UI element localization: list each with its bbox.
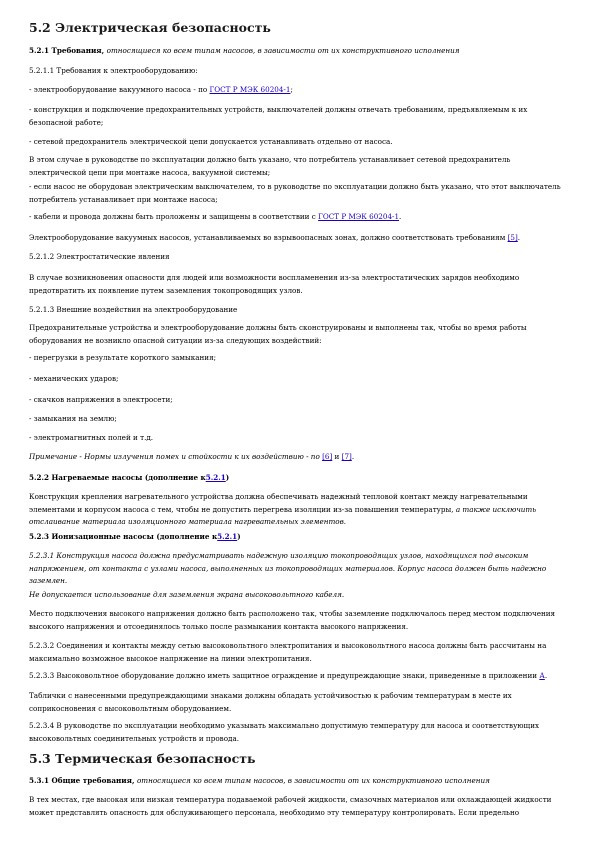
section-5-2-3-heading — [29, 532, 569, 541]
list-item: - скачков напряжения в электросети; — [29, 395, 173, 404]
paragraph — [29, 491, 569, 529]
note-text: - Нормы излучения помех и стойкости к их воздействию - по — [79, 452, 320, 461]
punct: ; — [290, 85, 293, 94]
section-subtitle: относящиеся ко всем типам насосов, в зависимости от их конструктивного исполнения — [136, 776, 490, 785]
paragraph: Таблички с нанесенными предупреждающими знаками должны обладать устойчивостью к рабочим температурам в месте их соприкосновения с высоковольтным оборудованием. — [29, 691, 512, 713]
section-5-2-heading: 5.2 Электрическая безопасность — [29, 20, 271, 35]
note-label: Примечание — [29, 452, 78, 461]
list-item: - если насос не оборудован электрическим выключателем, то в руководстве по эксплуатации должно быть указано, что этот выключатель потребитель устанавливает при монтаже насоса; — [29, 182, 561, 204]
section-5-3-1-heading — [29, 776, 569, 785]
list-item: - электромагнитных полей и т.д. — [29, 433, 154, 442]
reference-7-link[interactable]: [7] — [341, 452, 352, 461]
list-item: - механических ударов; — [29, 374, 119, 383]
punct: . — [544, 671, 548, 680]
paragraph-text: Конструкция крепления нагревательного устройства должна обеспечивать надежный тепловой контакт между нагревательными элементами и корпусом насоса с тем, чтобы не допустить перегрева изоляции из-за повышения температуры, — [29, 492, 528, 514]
gost-60204-link[interactable]: ГОСТ Р МЭК 60204-1 — [209, 85, 291, 94]
list-item — [29, 211, 569, 224]
paragraph — [29, 232, 569, 245]
list-item: - замыкания на землю; — [29, 414, 117, 423]
section-5-2-2-heading — [29, 473, 569, 482]
paragraph: Место подключения высокого напряжения должно быть расположено так, чтобы заземление подключалось перед местом подключения высокого напряжения и отсоединялось только после размыкания контакта высокого напряжения. — [29, 609, 556, 631]
list-item: - перегрузки в результате короткого замыкания; — [29, 353, 217, 362]
paragraph-text: Электрооборудование вакуумных насосов, устанавливаемых во взрывоопасных зонах, должно соответствовать требованиям — [29, 233, 506, 242]
section-number: 5.2.1 Требования, — [29, 46, 105, 55]
section-number: 5.3.1 Общие требования, — [29, 776, 135, 785]
reference-6-link[interactable]: [6] — [322, 452, 333, 461]
list-item-text: - кабели и провода должны быть проложены и защищены в соответствии с — [29, 212, 316, 221]
list-item-text: - электрооборудование вакуумного насоса - по — [29, 85, 208, 94]
appendix-a-link[interactable]: А — [539, 671, 545, 680]
paren-close: ) — [225, 473, 230, 482]
paren-open: (дополнение к — [144, 473, 206, 482]
section-5-2-1-heading — [29, 46, 569, 55]
paragraph — [29, 670, 569, 683]
list-item — [29, 84, 569, 97]
gost-60204-link[interactable]: ГОСТ Р МЭК 60204-1 — [318, 212, 400, 221]
section-number: 5.2.2 Нагреваемые насосы — [29, 473, 143, 482]
paragraph: 5.2.3.2 Соединения и контакты между сетью высоковольтного электропитания и высоковольтного насоса должны быть рассчитаны на максимально возможное высокое напряжение на линии электропитания. — [29, 641, 547, 663]
punct: . — [351, 452, 355, 461]
paragraph: Не допускается использование для заземления экрана высоковольтного кабеля. — [29, 590, 345, 599]
subsection-5-2-1-3: 5.2.1.3 Внешние воздействия на электрооборудование — [29, 305, 238, 314]
list-item: - сетевой предохранитель электрической цепи допускается устанавливать отдельно от насоса. — [29, 137, 393, 146]
punct: . — [517, 233, 521, 242]
note — [29, 451, 569, 464]
paragraph: 5.2.3.4 В руководстве по эксплуатации необходимо указывать максимально допустимую температуру для насоса и соответствующих высоковольтных соединительных устройств и провода. — [29, 721, 540, 743]
paragraph: В этом случае в руководстве по эксплуатации должно быть указано, что потребитель устанавливает сетевой предохранитель электрической цепи при монтаже насоса, вакуумной системы; — [29, 155, 511, 177]
section-5-2-1-link[interactable]: 5.2.1 — [205, 473, 226, 482]
subsection-5-2-1-1: 5.2.1.1 Требования к электрооборудованию: — [29, 66, 198, 75]
paragraph: Предохранительные устройства и электрооборудование должны быть сконструированы и выполнены так, чтобы во время работы оборудования не возникло опасной ситуации из-за следующих воздействий: — [29, 323, 527, 345]
paragraph: В тех местах, где высокая или низкая температура подаваемой рабочей жидкости, смазочных материалов или охлаждающей жидкости может представлять опасность для обслуживающего персонала, необходимо эту температуру контролировать. Если предельно — [29, 795, 552, 817]
section-subtitle: относящиеся ко всем типам насосов, в зависимости от их конструктивного исполнения — [106, 46, 460, 55]
note-conj: и — [334, 452, 340, 461]
section-number: 5.2.3 Ионизационные насосы — [29, 532, 154, 541]
punct: . — [399, 212, 402, 221]
paragraph-italic: а также исключить отслаивание материала изоляционного материала нагревательных элементов. — [29, 504, 537, 527]
paragraph-text: 5.2.3.3 Высоковольтное оборудование должно иметь защитное ограждение и предупреждающие знаки, приведенные в приложении — [29, 671, 538, 680]
reference-5-link[interactable]: [5] — [507, 233, 518, 242]
list-item: - конструкция и подключение предохранительных устройств, выключателей должны отвечать требованиям, предъявляемым к их безопасной работе; — [29, 105, 528, 127]
paragraph: В случае возникновения опасности для людей или возможности воспламенения из-за электростатических зарядов необходимо предотвратить их появление путем заземления токопроводящих узлов. — [29, 273, 520, 295]
paragraph: 5.2.3.1 Конструкция насоса должна предусматривать надежную изоляцию токопроводящих узлов, находящихся под высоким напряжением, от контакта с узлами насоса, выполненных из токопроводящих материалов. Корпус насоса должен быть надежно заземлен. — [29, 551, 547, 586]
section-5-2-1-link[interactable]: 5.2.1 — [217, 532, 238, 541]
subsection-5-2-1-2: 5.2.1.2 Электростатические явления — [29, 252, 170, 261]
section-5-3-heading: 5.3 Термическая безопасность — [29, 751, 256, 766]
paren-close: ) — [237, 532, 241, 541]
paren-open: (дополнение к — [156, 532, 218, 541]
